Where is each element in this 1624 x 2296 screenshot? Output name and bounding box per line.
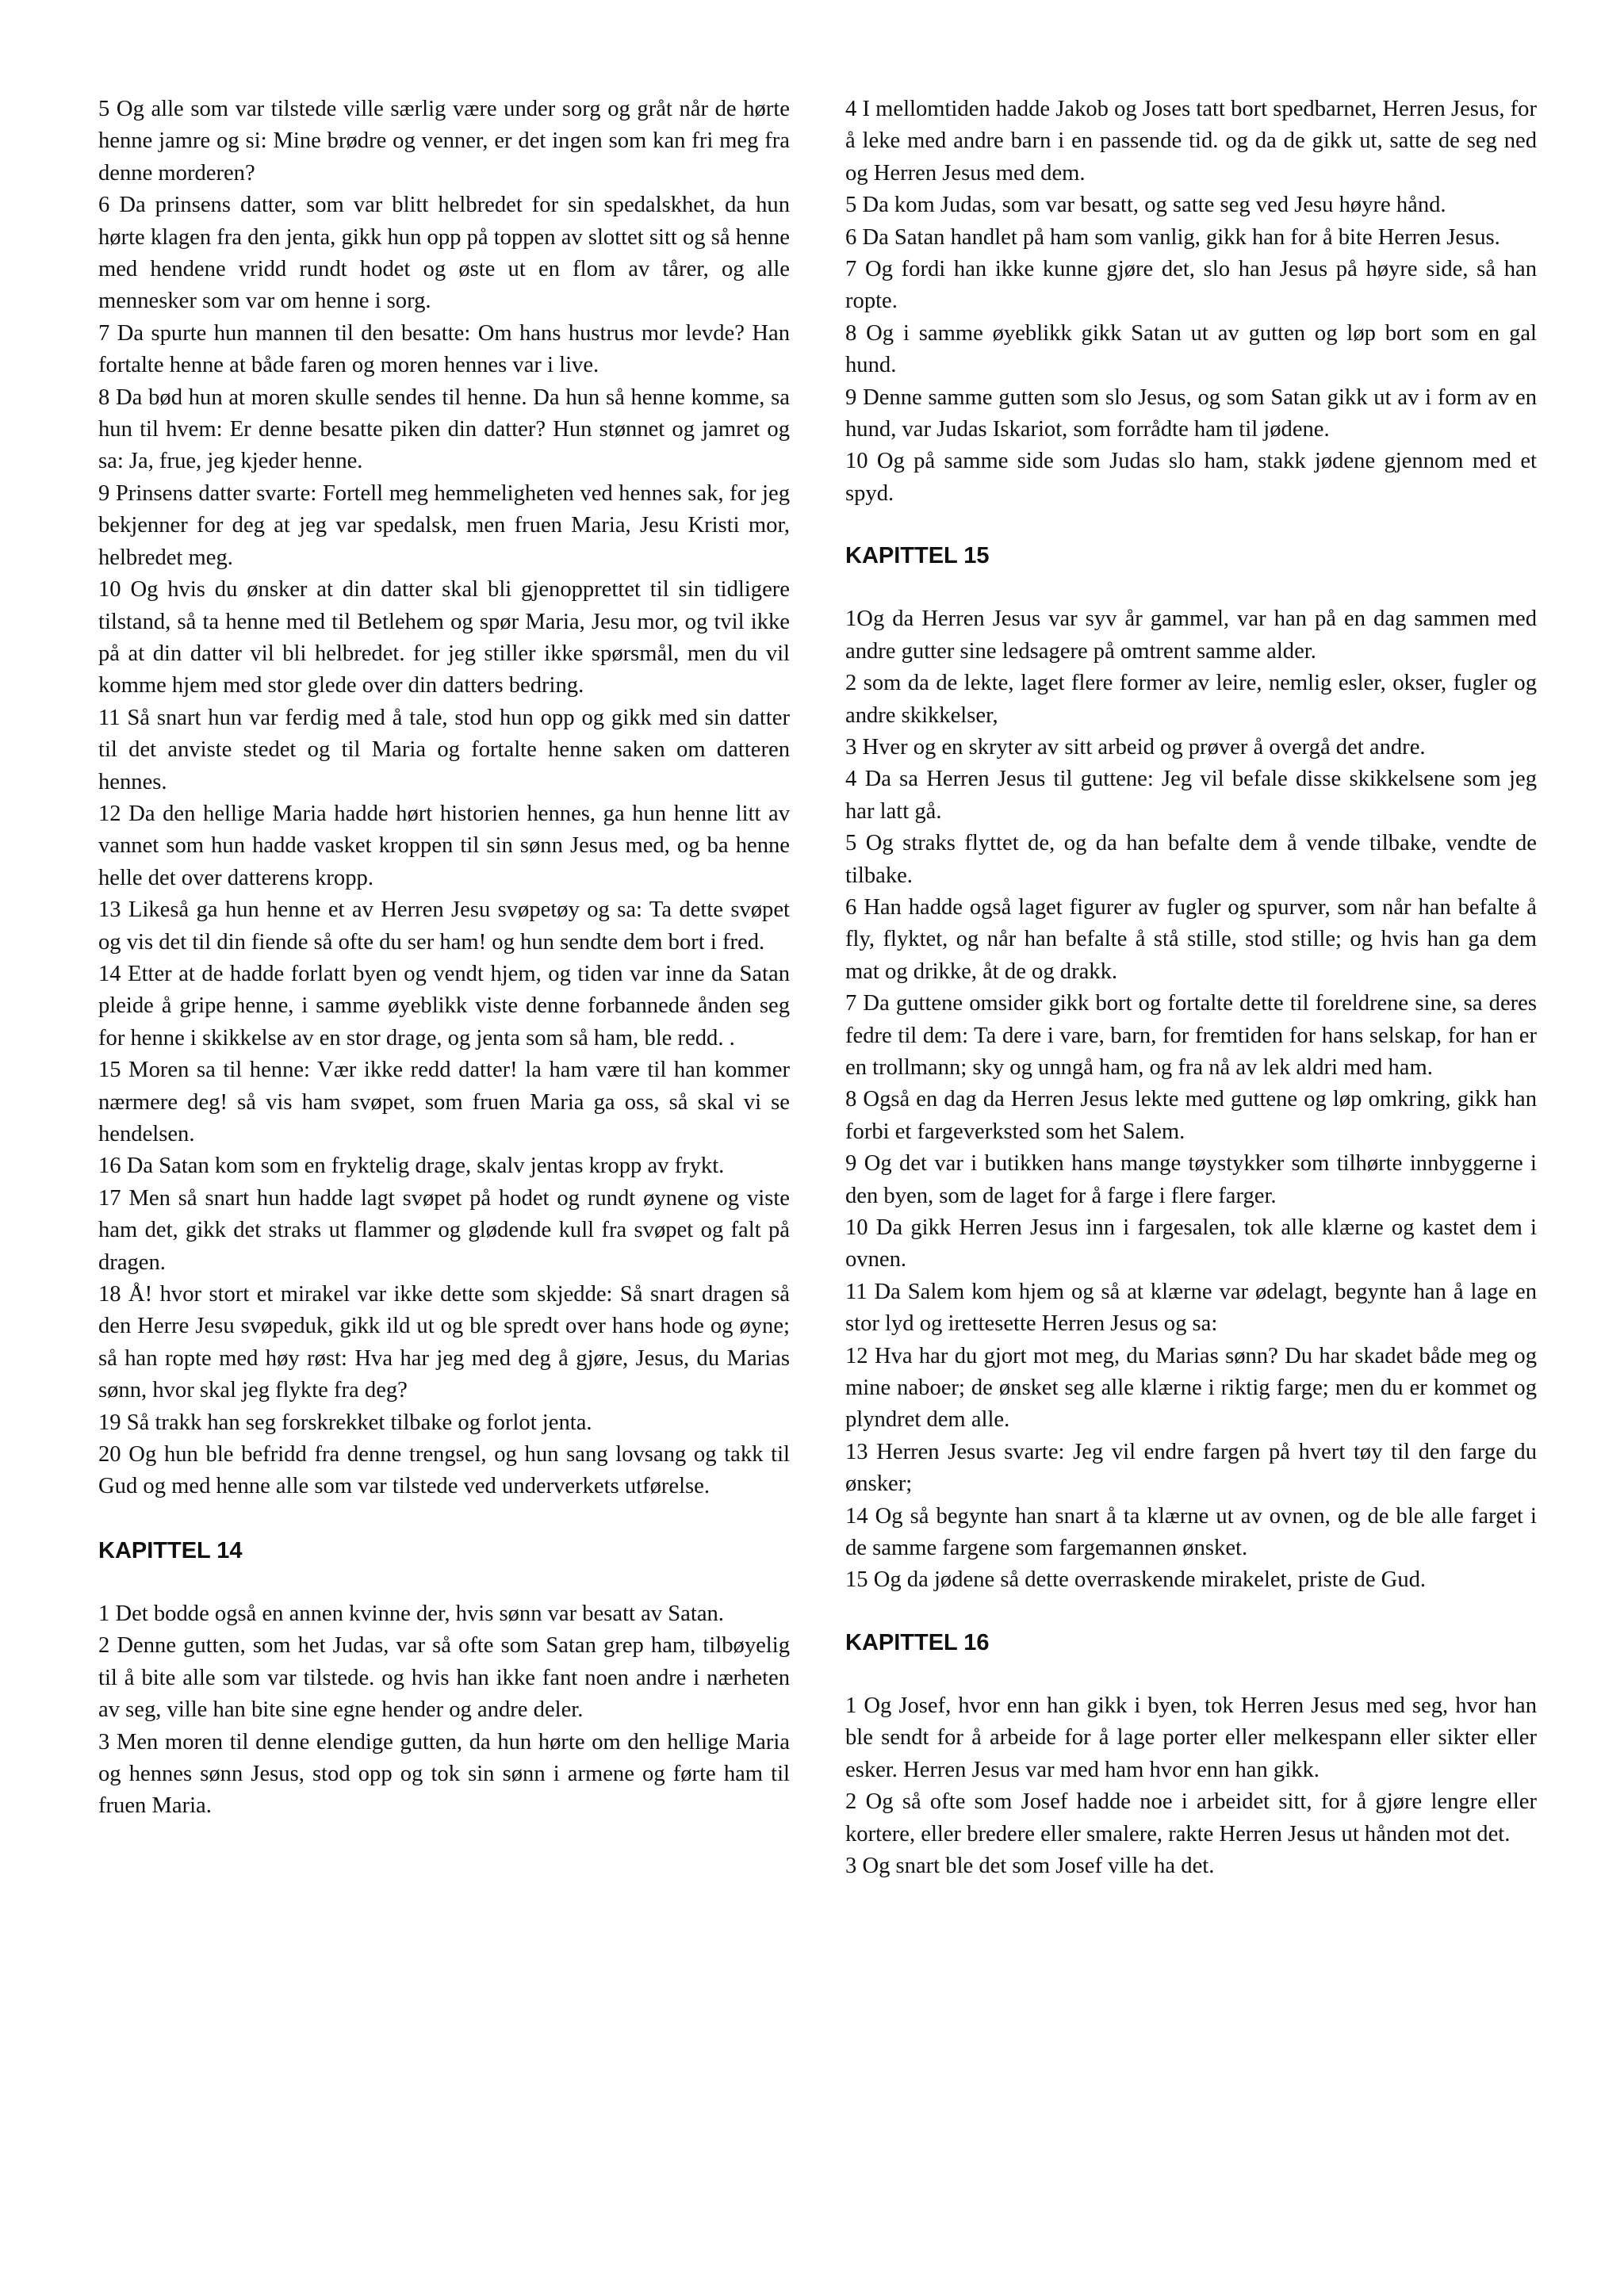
verse: 2 Denne gutten, som het Judas, var så ofte som Satan grep ham, tilbøyelig til å bite alle som var tilstede. og hvis han ikke fant noen andre i nærheten av seg, ville han bite sine egne hender og andre deler. xyxy=(98,1633,790,1723)
verse: 8 Også en dag da Herren Jesus lekte med guttene og løp omkring, gikk han forbi et fargeverksted som het Salem. xyxy=(845,1087,1537,1144)
chapter-heading: KAPITTEL 14 xyxy=(98,1537,243,1563)
verse: 20 Og hun ble befridd fra denne trengsel, og hun sang lovsang og takk til Gud og med henne alle som var tilstede ved underverkets utførelse. xyxy=(98,1442,790,1499)
verse: 7 Da guttene omsider gikk bort og fortalte dette til foreldrene sine, sa deres fedre til dem: Ta dere i vare, barn, for fremtiden for hans selskap, for han er en trollmann; sky og unngå ham, og fra nå av lek aldri med ham. xyxy=(845,991,1537,1080)
chapter-14-verses-cont xyxy=(845,94,1537,510)
chapter-heading: KAPITTEL 16 xyxy=(845,1629,990,1655)
verse: 3 Og snart ble det som Josef ville ha det. xyxy=(845,1853,1215,1878)
verse: 14 Etter at de hadde forlatt byen og vendt hjem, og tiden var inne da Satan pleide å gripe henne, i samme øyeblikk viste denne forbannede ånden seg for henne i skikkelse av en stor drage, og jenta som så ham, ble redd. . xyxy=(98,961,790,1050)
chapter-heading: KAPITTEL 15 xyxy=(845,543,990,569)
verse: 6 Da prinsens datter, som var blitt helbredet for sin spedalskhet, da hun hørte klagen fra den jenta, gikk hun opp på toppen av slottet sitt og så henne med hendene vridd rundt hodet og øste ut en flom av tårer, og alle mennesker som var om henne i sorg. xyxy=(98,193,790,314)
verse: 11 Så snart hun var ferdig med å tale, stod hun opp og gikk med sin datter til det anviste stedet og til Maria og fortalte henne saken om datteren hennes. xyxy=(98,705,790,794)
verse: 4 Da sa Herren Jesus til guttene: Jeg vil befale disse skikkelsene som jeg har latt gå. xyxy=(845,767,1537,824)
chapter-15-verses xyxy=(845,603,1537,1597)
verse: 4 I mellomtiden hadde Jakob og Joses tatt bort spedbarnet, Herren Jesus, for å leke med andre barn i en passende tid. og da de gikk ut, satte de seg ned og Herren Jesus med dem. xyxy=(845,97,1537,186)
verse: 15 Moren sa til henne: Vær ikke redd datter! la ham være til han kommer nærmere deg! så vis ham svøpet, som fruen Maria ga oss, så skal vi se hendelsen. xyxy=(98,1058,790,1146)
verse: 8 Og i samme øyeblikk gikk Satan ut av gutten og løp bort som en gal hund. xyxy=(845,320,1537,378)
left-column xyxy=(98,94,790,1823)
verse: 12 Hva har du gjort mot meg, du Marias sønn? Du har skadet både meg og mine naboer; de ønsket seg alle klærne i riktig farge; men du er kommet og plyndret dem alle. xyxy=(845,1343,1537,1433)
verse: 9 Prinsens datter svarte: Fortell meg hemmeligheten ved hennes sak, for jeg bekjenner for deg at jeg var spedalsk, men fruen Maria, Jesu Kristi mor, helbredet meg. xyxy=(98,480,790,570)
chapter-16-verses xyxy=(845,1690,1537,1882)
verse: 1 Og Josef, hvor enn han gikk i byen, tok Herren Jesus med seg, hvor han ble sendt for å arbeide for å lage porter eller melkespann eller sikter eller esker. Herren Jesus var med ham hvor enn han gikk. xyxy=(845,1693,1537,1782)
verse: 7 Og fordi han ikke kunne gjøre det, slo han Jesus på høyre side, så han ropte. xyxy=(845,257,1537,314)
verse: 3 Men moren til denne elendige gutten, da hun hørte om den hellige Maria og hennes sønn Jesus, stod opp og tok sin sønn i armene og førte ham til fruen Maria. xyxy=(98,1729,790,1819)
verse: 6 Da Satan handlet på ham som vanlig, gikk han for å bite Herren Jesus. xyxy=(845,224,1500,250)
chapter-14-verses xyxy=(98,1598,790,1823)
verse: 8 Da bød hun at moren skulle sendes til henne. Da hun så henne komme, sa hun til hvem: Er denne besatte piken din datter? Hun stønnet og jamret og sa: Ja, frue, jeg kjeder henne. xyxy=(98,385,790,474)
verse: 3 Hver og en skryter av sitt arbeid og prøver å overgå det andre. xyxy=(845,734,1426,760)
verse: 10 Da gikk Herren Jesus inn i fargesalen, tok alle klærne og kastet dem i ovnen. xyxy=(845,1215,1537,1272)
verse: 18 Å! hvor stort et mirakel var ikke dette som skjedde: Så snart dragen så den Herre Jesu svøpeduk, gikk ild ut og ble spredt over hans hode og øyne; så han ropte med høy røst: Hva har jeg med deg å gjøre, Jesus, du Marias sønn, hvor skal jeg flykte fra deg? xyxy=(98,1282,790,1403)
verse: 14 Og så begynte han snart å ta klærne ut av ovnen, og de ble alle farget i de samme fargene som fargemannen ønsket. xyxy=(845,1503,1537,1561)
verse: 13 Herren Jesus svarte: Jeg vil endre fargen på hvert tøy til den farge du ønsker; xyxy=(845,1439,1537,1497)
verse: 7 Da spurte hun mannen til den besatte: Om hans hustrus mor levde? Han fortalte henne at både faren og moren hennes var i live. xyxy=(98,320,790,378)
verse: 12 Da den hellige Maria hadde hørt historien hennes, ga hun henne litt av vannet som hun hadde vasket kroppen til sin sønn Jesus med, og ba henne helle det over datterens kropp. xyxy=(98,801,790,890)
verse: 10 Og hvis du ønsker at din datter skal bli gjenopprettet til sin tidligere tilstand, så ta henne med til Betlehem og spør Maria, Jesu mor, og tvil ikke på at din datter vil bli helbredet. for jeg stiller ikke spørsmål, men du vil komme hjem med stor glede over din datters bedring. xyxy=(98,577,790,698)
verse: 9 Og det var i butikken hans mange tøystykker som tilhørte innbyggerne i den byen, som de laget for å farge i flere farger. xyxy=(845,1151,1537,1208)
verse: 11 Da Salem kom hjem og så at klærne var ødelagt, begynte han å lage en stor lyd og irettesette Herren Jesus og sa: xyxy=(845,1279,1537,1337)
verse: 2 som da de lekte, laget flere former av leire, nemlig esler, okser, fugler og andre skikkelser, xyxy=(845,671,1537,728)
verse: 16 Da Satan kom som en fryktelig drage, skalv jentas kropp av frykt. xyxy=(98,1154,725,1179)
verse: 10 Og på samme side som Judas slo ham, stakk jødene gjennom med et spyd. xyxy=(845,449,1537,506)
verse: 6 Han hadde også laget figurer av fugler og spurver, som når han befalte å fly, flyktet, og når han befalte å stå stille, stod stille; og hvis han ga dem mat og drikke, åt de og drakk. xyxy=(845,894,1537,984)
verse: 17 Men så snart hun hadde lagt svøpet på hodet og rundt øynene og viste ham det, gikk det straks ut flammer og glødende kull fra svøpet og falt på dragen. xyxy=(98,1185,790,1275)
verse: 5 Da kom Judas, som var besatt, og satte seg ved Jesu høyre hånd. xyxy=(845,193,1446,218)
verse: 2 Og så ofte som Josef hadde noe i arbeidet sitt, for å gjøre lengre eller kortere, eller bredere eller smalere, rakte Herren Jesus ut hånden mot det. xyxy=(845,1789,1537,1846)
verse: 1Og da Herren Jesus var syv år gammel, var han på en dag sammen med andre gutter sine ledsagere på omtrent samme alder. xyxy=(845,607,1537,664)
right-column xyxy=(845,94,1537,1882)
verse: 15 Og da jødene så dette overraskende mirakelet, priste de Gud. xyxy=(845,1567,1427,1593)
verse: 1 Det bodde også en annen kvinne der, hvis sønn var besatt av Satan. xyxy=(98,1601,724,1626)
verse: 13 Likeså ga hun henne et av Herren Jesu svøpetøy og sa: Ta dette svøpet og vis det til din fiende så ofte du ser ham! og hun sendte dem bort i fred. xyxy=(98,897,790,955)
verse: 5 Og alle som var tilstede ville særlig være under sorg og gråt når de hørte henne jamre og si: Mine brødre og venner, er det ingen som kan fri meg fra denne morderen? xyxy=(98,97,790,186)
verse: 5 Og straks flyttet de, og da han befalte dem å vende tilbake, vendte de tilbake. xyxy=(845,831,1537,888)
verse: 9 Denne samme gutten som slo Jesus, og som Satan gikk ut av i form av en hund, var Judas Iskariot, som forrådte ham til jødene. xyxy=(845,385,1537,442)
chapter-13-verses xyxy=(98,94,790,1503)
verse: 19 Så trakk han seg forskrekket tilbake og forlot jenta. xyxy=(98,1410,592,1435)
